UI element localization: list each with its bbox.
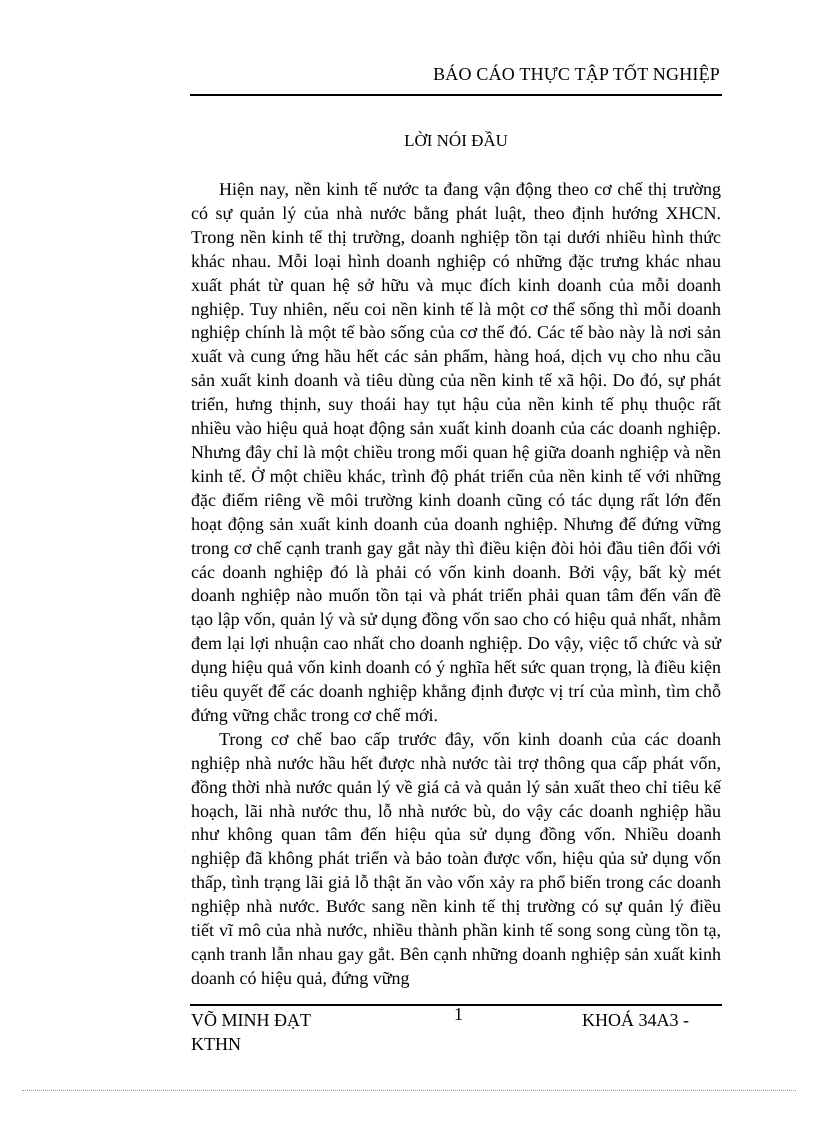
footer-course: KHOÁ 34A3 - xyxy=(582,1010,689,1030)
footer-author-name: VÕ MINH ĐẠT xyxy=(191,1010,311,1030)
header-title: BÁO CÁO THỰC TẬP TỐT NGHIỆP xyxy=(433,64,720,84)
page-bottom-dotted-line xyxy=(22,1090,796,1091)
paragraph: Trong cơ chế bao cấp trước đây, vốn kinh doanh của các doanh nghiệp nhà nước hầu hết được nhà nước tài trợ thông qua cấp phát vốn, đồng thời nhà nước quản lý về giá cả và quản lý sản xuất theo chỉ tiêu kế hoạch, lãi nhà nước thu, lỗ nhà nước bù, do vậy các doanh nghiệp hầu như không quan tâm đến hiệu qủa sử dụng đồng vốn. Nhiều doanh nghiệp đã không phát triển và bảo toàn được vốn, hiệu qủa sử dụng vốn thấp, tình trạng lãi giả lỗ thật ăn vào vốn xảy ra phổ biến trong các doanh nghiệp nhà nước. Bước sang nền kinh tế thị trường có sự quản lý điều tiết vĩ mô của nhà nước, nhiều thành phần kinh tế song song cùng tồn tạ, cạnh tranh lẫn nhau gay gắt. Bên cạnh những doanh nghiệp sản xuất kinh doanh có hiệu quả, đứng vững xyxy=(191,728,721,988)
section-title: LỜI NÓI ĐẦU xyxy=(404,131,508,150)
footer-author xyxy=(191,1008,311,1056)
footer-author-class: KTHN xyxy=(191,1034,241,1054)
paragraph: Hiện nay, nền kinh tế nước ta đang vận động theo cơ chế thị trường có sự quản lý của nhà nước bằng phát luật, theo định hướng XHCN. Trong nền kinh tế thị trường, doanh nghiệp tồn tại dưới nhiều hình thức khác nhau. Mỗi loại hình doanh nghiệp có những đặc trưng khác nhau xuất phát từ quan hệ sở hữu và mục đích kinh doanh của mỗi doanh nghiệp. Tuy nhiên, nếu coi nền kinh tế là một cơ thể sống thì mỗi doanh nghiệp chính là một tế bào sống của cơ thể đó. Các tế bào này là nơi sản xuất và cung ứng hầu hết các sản phẩm, hàng hoá, dịch vụ cho nhu cầu sản xuất kinh doanh và tiêu dùng của nền kinh tế xã hội. Do đó, sự phát triển, hưng thịnh, suy thoái hay tụt hậu của nền kinh tế phụ thuộc rất nhiều vào hiệu quả hoạt động sản xuất kinh doanh của các doanh nghiệp. Nhưng đây chỉ là một chiều trong mối quan hệ giữa doanh nghiệp và nền kinh tế. Ở một chiều khác, trình độ phát triển của nền kinh tế với những đặc điểm riêng về môi trường kinh doanh cũng có tác dụng rất lớn đến hoạt động sản xuất kinh doanh của doanh nghiệp. Nhưng để đứng vững trong cơ chế cạnh tranh gay gắt này thì điều kiện đòi hỏi đầu tiên đối với các doanh nghiệp đó là phải có vốn kinh doanh. Bởi vậy, bất kỳ mét doanh nghiệp nào muốn tồn tại và phát triển phải quan tâm đến vấn đề tạo lập vốn, quản lý và sử dụng đồng vốn sao cho có hiệu quả nhất, nhằm đem lại lợi nhuận cao nhất cho doanh nghiệp. Do vậy, việc tổ chức và sử dụng hiệu quả vốn kinh doanh có ý nghĩa hết sức quan trọng, là điều kiện tiêu quyết để các doanh nghiệp khẳng định được vị trí của mình, tìm chỗ đứng vững chắc trong cơ chế mới. xyxy=(191,179,721,725)
page-header xyxy=(190,60,722,96)
body-text xyxy=(191,178,721,991)
page-number: 1 xyxy=(454,1004,463,1024)
